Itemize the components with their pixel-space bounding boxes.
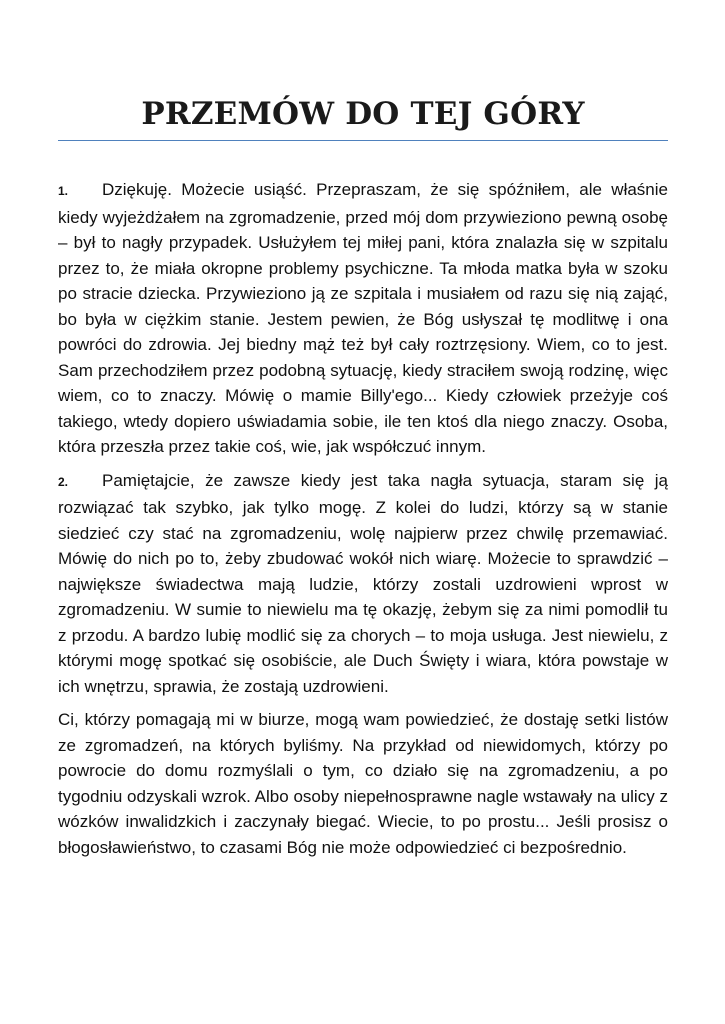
paragraph-3: [58, 707, 668, 860]
paragraph-number: 1.: [58, 184, 69, 198]
document-body: [58, 177, 668, 868]
paragraph-text: Ci, którzy pomagają mi w biurze, mogą wam powiedzieć, że dostaję setki listów ze zgromadzeń, na których byliśmy. Na przykład od niewidomych, którzy po powrocie do domu rozmyślali o tym, co działo się na zgromadzeniu, a po tygodniu odzyskali wzrok. Albo osoby niepełnosprawne nagle wstawały na ulicy z wózków inwalidzkich i zaczynały biegać. Wiecie, to po prostu... Jeśli prosisz o błogosławieństwo, to czasami Bóg nie może odpowiedzieć ci bezpośrednio.: [58, 710, 668, 857]
paragraph-text: Pamiętajcie, że zawsze kiedy jest taka nagła sytuacja, staram się ją rozwiązać tak szybko, jak tylko mogę. Z kolei do ludzi, którzy są w stanie siedzieć czy stać na zgromadzeniu, wolę najpierw przez chwilę przemawiać. Mówię do nich po to, żeby zbudować wokół nich wiarę. Możecie to sprawdzić – największe świadectwa mają ludzie, którzy zostali uzdrowieni wprost w zgromadzeniu. W sumie to niewielu ma tę okazję, żebym się za nimi pomodlił tu z przodu. A bardzo lubię modlić się za chorych – to moja usługa. Jest niewielu, z którymi mogę spotkać się osobiście, ale Duch Święty i wiara, która powstaje w ich wnętrzu, sprawia, że zostają uzdrowieni.: [58, 470, 668, 696]
paragraph-2: [58, 468, 668, 700]
title-underline: [58, 140, 668, 141]
document-title: PRZEMÓW DO TEJ GÓRY: [141, 96, 585, 132]
paragraph-1: [58, 177, 668, 460]
paragraph-number: 2.: [58, 474, 69, 489]
paragraph-text: Dziękuję. Możecie usiąść. Przepraszam, że się spóźniłem, ale właśnie kiedy wyjeżdżałem na zgromadzenie, przed mój dom przywieziono pewną osobę – był to nagły przypadek. Usłużyłem tej miłej pani, która znalazła się w szpitalu przez to, że miała okropne problemy psychiczne. Ta młoda matka była w szoku po stracie dziecka. Przywieziono ją ze szpitala i musiałem od razu się nią zająć, bo była w ciężkim stanie. Jestem pewien, że Bóg usłyszał tę modlitwę i ona powróci do zdrowia. Jej biedny mąż też był cały roztrzęsiony. Wiem, co to jest. Sam przechodziłem przez podobną sytuację, kiedy straciłem swoją rodzinę, więc wiem, co to znaczy. Mówię o mamie Billy'ego... Kiedy człowiek przeżyje coś takiego, wtedy dopiero uświadamia sobie, ile ten ktoś dla niego znaczy. Osoba, która przeszła przez takie coś, wie, jak współczuć innym.: [58, 180, 668, 456]
